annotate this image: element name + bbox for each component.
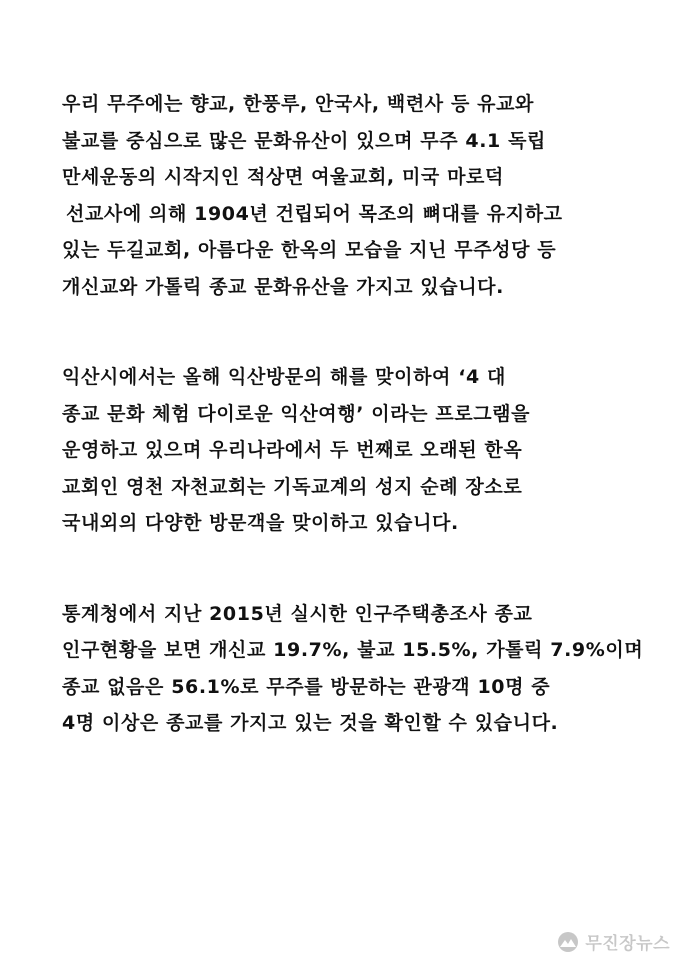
mountain-logo-icon	[557, 931, 579, 953]
text-line: 종교 없음은 56.1%로 무주를 방문하는 관광객 10명 중	[62, 675, 551, 698]
paragraph-muju-heritage	[62, 86, 622, 305]
paragraph-religion-statistics	[62, 596, 644, 742]
text-line: 교회인 영천 자천교회는 기독교계의 성지 순례 장소로	[62, 475, 523, 498]
text-line: 4명 이상은 종교를 가지고 있는 것을 확인할 수 있습니다.	[62, 712, 559, 734]
text-line: 국내외의 다양한 방문객을 맞이하고 있습니다.	[62, 512, 459, 534]
text-line: 우리 무주에는 향교, 한풍루, 안국사, 백련사 등 유교와	[62, 93, 534, 115]
watermark	[557, 929, 670, 954]
paragraph-iksan-tour	[62, 359, 622, 542]
watermark-text: 무진장뉴스	[585, 934, 670, 953]
text-line: 인구현황을 보면 개신교 19.7%, 불교 15.5%, 가톨릭 7.9%이며	[62, 639, 644, 661]
text-line: 있는 두길교회, 아름다운 한옥의 모습을 지닌 무주성당 등	[62, 239, 557, 261]
text-line: 불교를 중심으로 많은 문화유산이 있으며 무주 4.1 독립	[62, 129, 546, 152]
text-line: 통계청에서 지난 2015년 실시한 인구주택총조사 종교	[62, 602, 533, 625]
text-line: 익산시에서는 올해 익산방문의 해를 맞이하여 ‘4 대	[62, 366, 507, 388]
text-line: 선교사에 의해 1904년 건립되어 목조의 뼈대를 유지하고	[66, 202, 563, 225]
text-line: 운영하고 있으며 우리나라에서 두 번째로 오래된 한옥	[62, 439, 523, 461]
text-line: 종교 문화 체험 다이로운 익산여행’ 이라는 프로그램을	[62, 402, 531, 425]
text-line: 개신교와 가톨릭 종교 문화유산을 가지고 있습니다.	[62, 275, 504, 298]
text-line: 만세운동의 시작지인 적상면 여울교회, 미국 마로덕	[62, 166, 504, 188]
document-body	[62, 86, 644, 796]
